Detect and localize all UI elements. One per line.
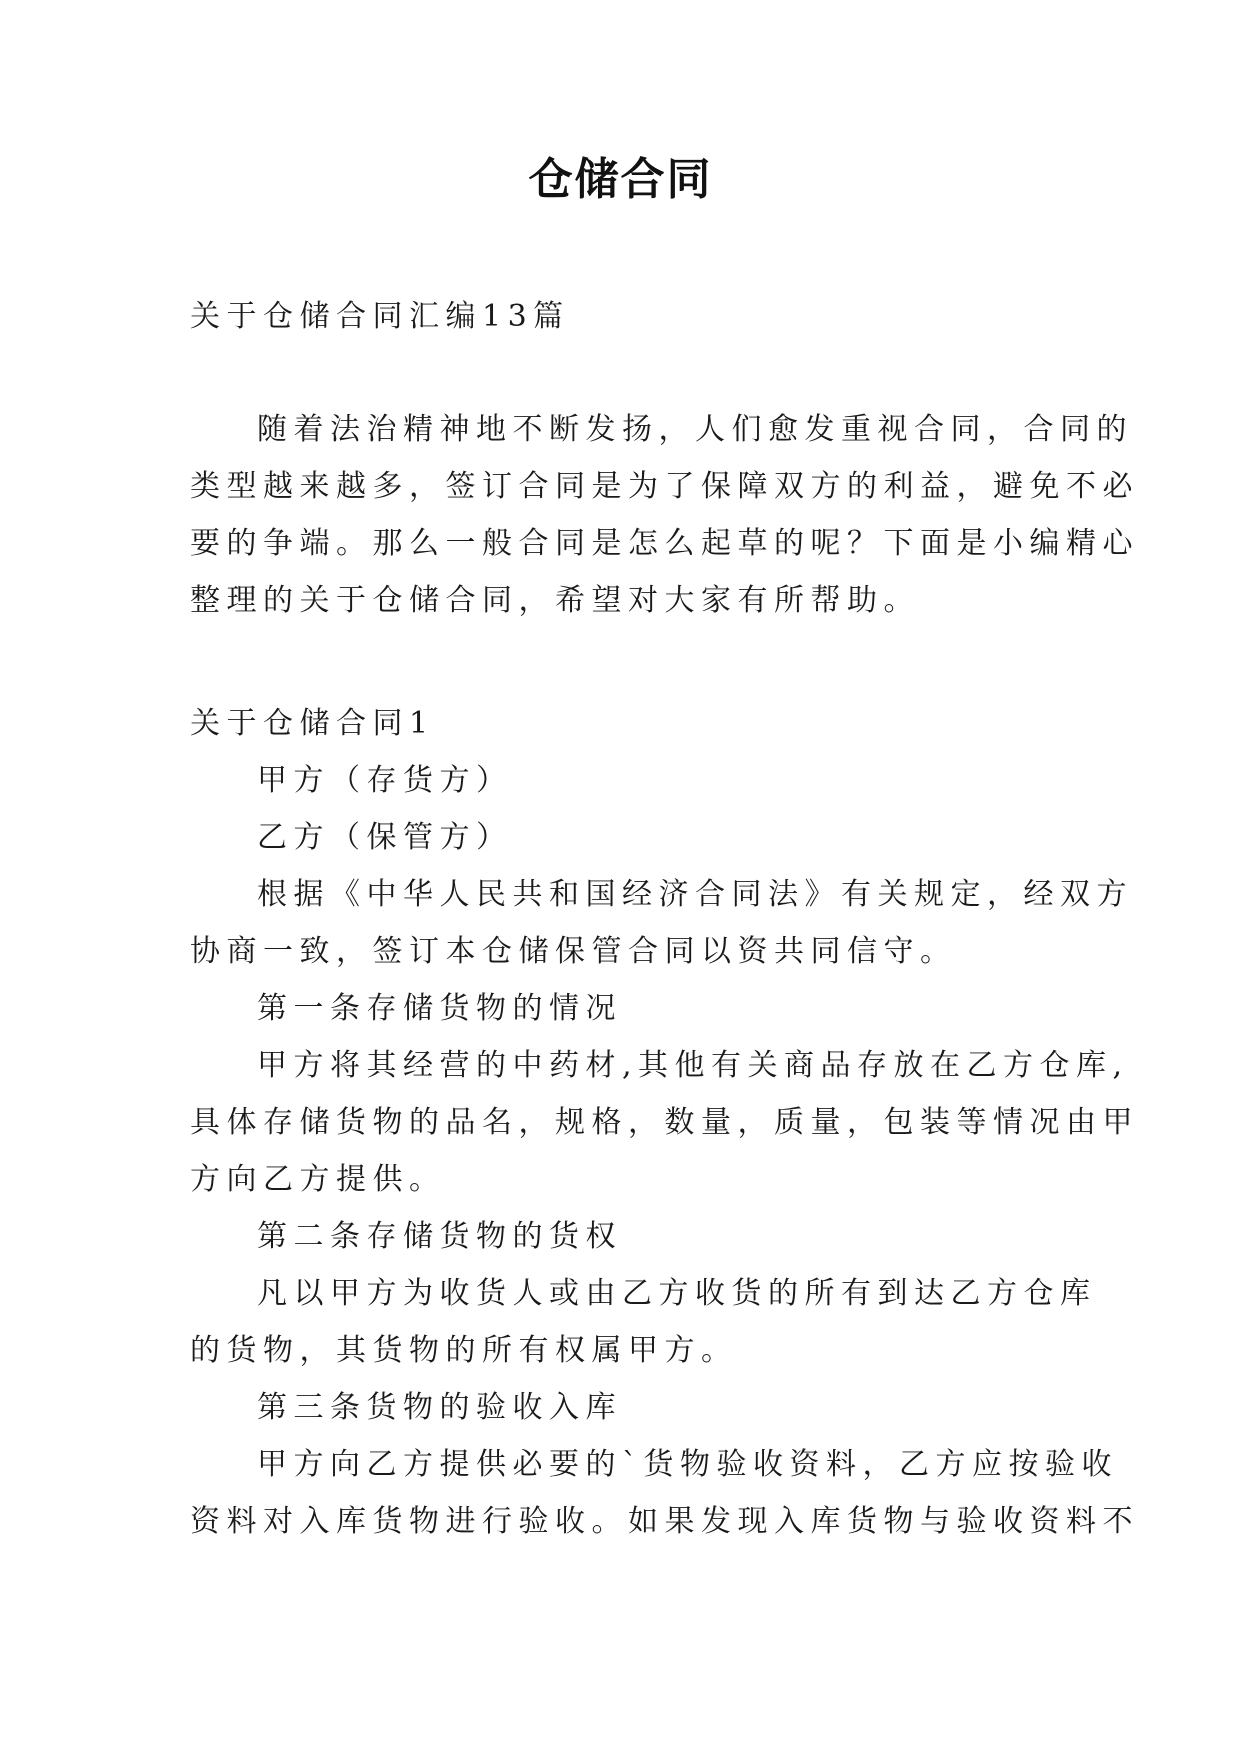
body-line: 甲方（存货方） <box>257 763 513 798</box>
document-title: 仓储合同 <box>528 154 713 205</box>
body-line: 方向乙方提供。 <box>190 1162 446 1197</box>
body-line: 甲方将其经营的中药材,其他有关商品存放在乙方仓库, <box>257 1048 1129 1083</box>
body-line: 凡以甲方为收货人或由乙方收货的所有到达乙方仓库 <box>257 1276 1097 1311</box>
section-heading: 关于仓储合同1 <box>190 706 435 741</box>
intro-line: 类型越来越多，签订合同是为了保障双方的利益，避免不必 <box>190 469 1139 504</box>
intro-line: 要的争端。那么一般合同是怎么起草的呢？下面是小编精心 <box>190 526 1139 561</box>
body-line: 的货物，其货物的所有权属甲方。 <box>190 1333 738 1368</box>
intro-line: 整理的关于仓储合同，希望对大家有所帮助。 <box>190 583 920 618</box>
article-heading: 第二条存储货物的货权 <box>257 1219 622 1254</box>
body-line: 资料对入库货物进行验收。如果发现入库货物与验收资料不 <box>190 1504 1139 1539</box>
body-line: 根据《中华人民共和国经济合同法》有关规定，经双方 <box>257 877 1133 912</box>
subtitle: 关于仓储合同汇编13篇 <box>190 299 570 334</box>
body-line: 协商一致，签订本仓储保管合同以资共同信守。 <box>190 934 957 969</box>
body-line: 乙方（保管方） <box>257 820 513 855</box>
article-heading: 第三条货物的验收入库 <box>257 1390 622 1425</box>
body-line: 甲方向乙方提供必要的`货物验收资料，乙方应按验收 <box>257 1447 1118 1482</box>
article-heading: 第一条存储货物的情况 <box>257 991 622 1026</box>
body-line: 具体存储货物的品名，规格，数量，质量，包装等情况由甲 <box>190 1105 1139 1140</box>
intro-line: 随着法治精神地不断发扬，人们愈发重视合同，合同的 <box>257 412 1133 447</box>
